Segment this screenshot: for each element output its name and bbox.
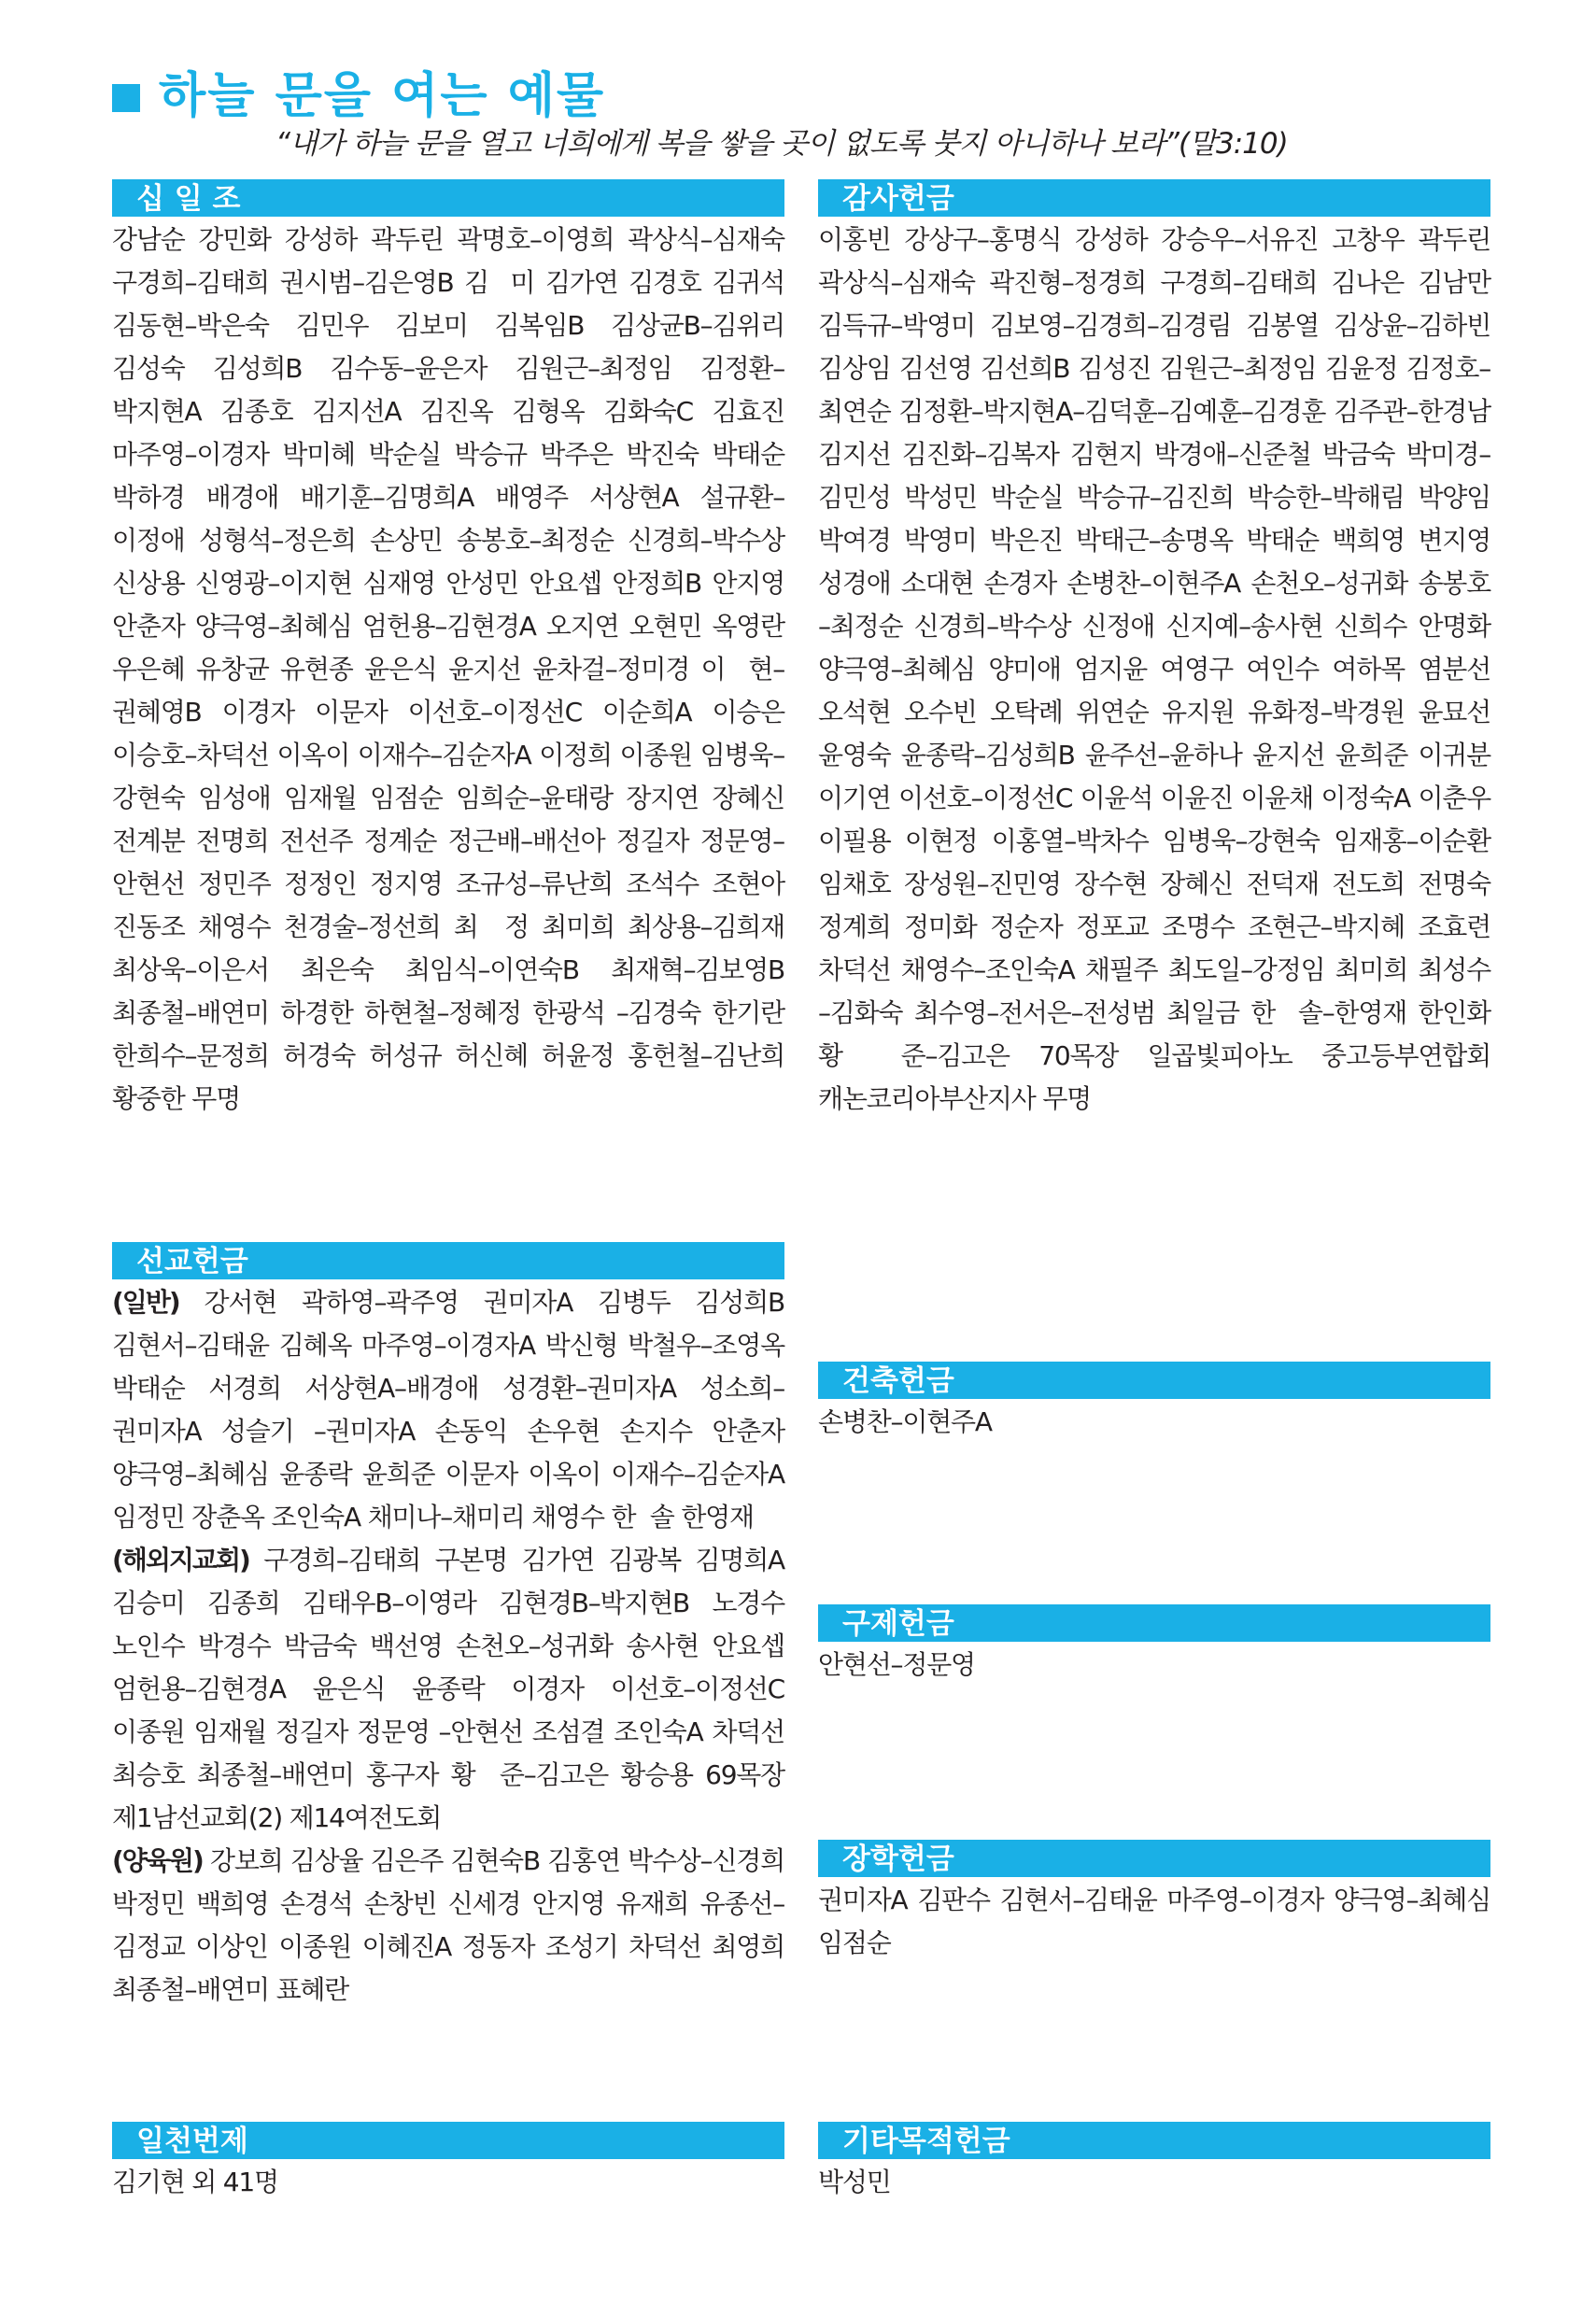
one-thousand-heading: 일천번제 <box>112 2122 784 2159</box>
bible-verse: “내가 하늘 문을 열고 너희에게 복을 쌓을 곳이 없도록 붓지 아니하나 보라”(말3:10) <box>275 127 1288 161</box>
mission-section <box>112 1242 792 2012</box>
mission-nurture <box>112 1840 792 2012</box>
mission-heading: 선교헌금 <box>112 1242 784 1279</box>
thanks-heading: 감사헌금 <box>818 179 1490 217</box>
mission-general-names: 강서현 곽하영–곽주영 권미자A 김병두 김성희B 김현서–김태윤 김혜옥 마주영–이경자A 박신형 박철우–조영옥 박태순 서경희 서상현A–배경애 성경환–권미자A 성소희–권미자A 성슬기 –권미자A 손동익 손우현 손지수 안춘자 양극영–최혜심 윤종락 윤희준 이문자 이옥이 이재수–김순자A 임정민 장춘옥 조인숙A 채미나–채미리 채영수 한 솔 한영재 <box>112 1287 792 1532</box>
mission-overseas <box>112 1539 792 1840</box>
building-names: 손병찬–이현주A <box>818 1406 992 1437</box>
one-thousand-names: 김기현 외 41명 <box>112 2167 278 2197</box>
one-thousand-section <box>112 2122 784 2204</box>
mission-overseas-label: (해외지교회) <box>112 1545 249 1575</box>
tithe-heading: 십 일 조 <box>112 179 784 217</box>
scholarship-heading: 장학헌금 <box>818 1840 1490 1877</box>
building-heading: 건축헌금 <box>818 1362 1490 1399</box>
tithe-names: 강남순 강민화 강성하 곽두린 곽명호–이영희 곽상식–심재숙 구경희–김태희 권시범–김은영B 김 미 김가연 김경호 김귀석 김동현–박은숙 김민우 김보미 김복임B 김상균B–김위리 김성숙 김성희B 김수동–윤은자 김원근–최정임 김정환–박지현A 김종호 김지선A 김진옥 김형옥 김화숙C 김효진 마주영–이경자 박미혜 박순실 박승규 박주은 박진숙 박태순 박하경 배경애 배기훈–김명희A 배영주 서상현A 설규환–이정애 성형석–정은희 손상민 송봉호–최정순 신경희–박수상 신상용 신영광–이지현 심재영 안성민 안요셉 안정희B 안지영 안춘자 양극영–최혜심 엄헌용–김현경A 오지연 오현민 옥영란 우은혜 유창균 유현종 윤은식 윤지선 윤차걸–정미경 이 현–권혜영B 이경자 이문자 이선호–이정선C 이순희A 이승은 이승호–차덕선 이옥이 이재수–김순자A 이정희 이종원 임병욱–강현숙 임성애 임재월 임점순 임희순–윤태랑 장지연 장혜신 전계분 전명희 전선주 정계순 정근배–배선아 정길자 정문영–안현선 정민주 정정인 정지영 조규성–류난희 조석수 조현아 진동조 채영수 천경술–정선희 최 정 최미희 최상용–김희재 최상욱–이은서 최은숙 최임식–이연숙B 최재혁–김보영B 최종철–배연미 하경한 하현철–정혜정 한광석 –김경숙 한기란 한희수–문정희 허경숙 허성규 허신혜 허윤정 홍헌철–김난희 황중한 무명 <box>112 224 792 1114</box>
scholarship-section <box>818 1840 1498 1965</box>
mission-general-label: (일반) <box>112 1287 179 1318</box>
scholarship-names: 권미자A 김판수 김현서–김태윤 마주영–이경자 양극영–최혜심 임점순 <box>818 1885 1498 1958</box>
mission-overseas-names: 구경희–김태희 구본명 김가연 김광복 김명희A 김승미 김종희 김태우B–이영라 김현경B–박지현B 노경수 노인수 박경수 박금숙 백선영 손천오–성귀화 송사현 안요셉 엄헌용–김현경A 윤은식 윤종락 이경자 이선호–이정선C 이종원 임재월 정길자 정문영 –안현선 조섬결 조인숙A 차덕선 최승호 최종철–배연미 홍구자 황 준–김고은 황승용 69목장 제1남선교회(2) 제14여전도회 <box>112 1545 792 1833</box>
other-purpose-names: 박성민 <box>818 2167 891 2197</box>
relief-heading: 구제헌금 <box>818 1604 1490 1642</box>
tithe-section <box>112 179 792 1121</box>
thanks-names: 이홍빈 강상구–홍명식 강성하 강승우–서유진 고창우 곽두린 곽상식–심재숙 곽진형–정경희 구경희–김태희 김나은 김남만 김득규–박영미 김보영–김경희–김경림 김봉열 김상윤–김하빈 김상임 김선영 김선희B 김성진 김원근–최정임 김윤정 김정호–최연순 김정환–박지현A–김덕훈–김예훈–김경훈 김주관–한경남 김지선 김진화–김복자 김현지 박경애–신준철 박금숙 박미경–김민성 박성민 박순실 박승규–김진희 박승한–박해림 박양임 박여경 박영미 박은진 박태근–송명옥 박태순 백희영 변지영 성경애 소대현 손경자 손병찬–이현주A 손천오–성귀화 송봉호 –최정순 신경희–박수상 신정애 신지예–송사현 신희수 안명화 양극영–최혜심 양미애 엄지윤 여영구 여인수 여하목 염분선 오석현 오수빈 오탁례 위연순 유지원 유화정–박경원 윤묘선 윤영숙 윤종락–김성희B 윤주선–윤하나 윤지선 윤희준 이귀분 이기연 이선호–이정선C 이윤석 이윤진 이윤채 이정숙A 이춘우 이필용 이현정 이홍열–박차수 임병욱–강현숙 임재홍–이순환 임채호 장성원–진민영 장수현 장혜신 전덕재 전도희 전명숙 정계희 정미화 정순자 정포교 조명수 조현근–박지혜 조효련 차덕선 채영수–조인숙A 채필주 최도일–강정임 최미희 최성수 –김화숙 최수영–전서은–전성범 최일금 한 솔–한영재 한인화 황 준–김고은 70목장 일곱빛피아노 중고등부연합회 캐논코리아부산지사 무명 <box>818 224 1498 1114</box>
mission-general <box>112 1279 792 1539</box>
mission-nurture-label: (양육원) <box>112 1845 203 1876</box>
other-purpose-heading: 기타목적헌금 <box>818 2122 1490 2159</box>
building-section <box>818 1362 1490 1444</box>
relief-names: 안현선–정문영 <box>818 1649 975 1680</box>
page-title: 하늘 문을 여는 예물 <box>159 68 606 124</box>
other-purpose-section <box>818 2122 1490 2204</box>
title-square-icon <box>112 84 140 112</box>
relief-section <box>818 1604 1490 1687</box>
mission-nurture-names: 강보희 김상율 김은주 김현숙B 김홍연 박수상–신경희 박정민 백희영 손경석 손창빈 신세경 안지영 유재희 유종선–김정교 이상인 이종원 이혜진A 정동자 조성기 차덕선 최영희 최종철–배연미 표혜란 <box>112 1845 792 2005</box>
thanks-section <box>818 179 1498 1121</box>
